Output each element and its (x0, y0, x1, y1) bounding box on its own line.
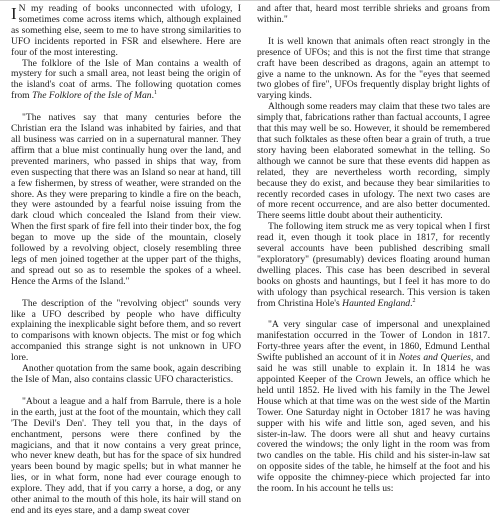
drop-cap: I (11, 4, 17, 23)
book-title: The Folklore of the Isle of Man (32, 90, 152, 102)
journal-title: Notes and Queries (398, 352, 471, 364)
right-column (257, 4, 490, 495)
footnote-marker: 1 (154, 90, 158, 97)
paragraph: It is well known that animals often react strongly in the presence of UFOs; and this is not the first time that strange craft have been described as dragons, again an attempt to give a name to the unknown. As for the "eyes that seemed two globes of fire", UFOs frequently display bright lights of varying kinds. (257, 35, 490, 102)
quotation: "The natives say that many centuries before the Christian era the Island was inhabited by fairies, and that all business was carried on in a supernatural manner. They affirm that a blue mist continually hung over the land, and prevented mariners, who passed in ships that way, from even suspecting that there was an Island so near at hand, till a few fishermen, by stress of weather, were stranded on the shore. As they were preparing to kindle a fire on the beach, they were astounded by a fearful noise issuing from the dark cloud which concealed the Island from their view. When the first spark of fire fell into their tinder box, the fog began to move up the side of the mountain, closely followed by a revolving object, closely resembling three legs of men joined together at the upper part of the thighs, and spread out so as to resemble the spokes of a wheel. Hence the Arms of the Island." (11, 112, 241, 287)
paragraph: The following item struck me as very topical when I first read it, even though it took place in 1817, for recently several accounts have been published describing small "exploratory" (presumably) devices floating around human dwelling places. This case has been described in several books on ghosts and hauntings, but I feel it has more to do with ufology than psychical research. This version is taken from Christina Hole's Haunted England.$^2$ (257, 221, 490, 309)
quotation: "A very singular case of impersonal and unexplained manifestation occurred in the Tower of London in 1817. Forty-three years after the event, in 1860, Edmund Lenthal Swifte published an account of it in Notes and Queries, and said he was still unable to explain it. In 1814 he was appointed Keeper of the Crown Jewels, an office which he held until 1852. He lived with his family in the The Jewel House which at that time was on the west side of the Martin Tower. One Saturday night in October 1817 he was having supper with his wife and little son, aged seven, and his sister-in-law. The doors were all shut and heavy curtains covered the windows; the only light in the room was from two candles on the table. His child and his sister-in-law sat on opposite sides of the table, he himself at the foot and his wife opposite the chimney-piece which projected far into the room. In his account he tells us: (257, 319, 490, 495)
book-title: Haunted England (342, 297, 411, 309)
footnote-marker: 2 (412, 297, 416, 304)
paragraph: Although some readers may claim that these two tales are simply that, fabrications rather than factual accounts, I agree that this may well be so. However, it should be remembered that such folktales as these often bear a grain of truth, a true story having been elaborated somewhat in the telling. So although we cannot be sure that these events did happen as related, they are nevertheless worth recording, simply because they do exist, and because they bear similarities to recently recorded cases in ufology. The next two cases are of more recent occurrence, and are also better documented. There seems little doubt about their authenticity. (257, 101, 490, 222)
left-column (11, 4, 241, 517)
paragraph: The description of the "revolving object" sounds very like a UFO described by people who have difficulty explaining the inexplicable sight before them, and so revert to comparisons with known objects. The mist or fog which accompanied this strange sight is not unknown in UFO lore. (11, 297, 241, 364)
paragraph: and after that, heard most terrible shrieks and groans from within." (257, 3, 490, 25)
paragraph: Another quotation from the same book, again describing the Isle of Man, also contains classic UFO characteristics. (11, 363, 241, 385)
paragraph: I N my reading of books unconnected with ufology, I sometimes come across items which, although explained as something else, seem to me to have strong similarities to UFO incidents reported in FSR and elsewhere. Here are four of the most interesting. (11, 3, 241, 58)
paragraph: The folklore of the Isle of Man contains a wealth of mystery for such a small area, not least being the origin of the island's coat of arms. The following quotation comes from The Folklore of the Isle of Man.$^1$ (11, 57, 241, 102)
quotation: "About a league and a half from Barrule, there is a hole in the earth, just at the foot of the mountain, which they call 'The Devil's Den'. They tell you that, in the days of enchantment, persons were there confined by the magicians, and that it now contains a very great prince, who never knew death, but has for the space of six hundred years been bound by magic spells; but in what manner he lies, or in what form, none had ever courage enough to explore. They add, that if you carry a horse, a dog, or any other animal to the mouth of this hole, its hair will stand on end and its eyes stare, and a damp sweat cover (11, 395, 241, 516)
